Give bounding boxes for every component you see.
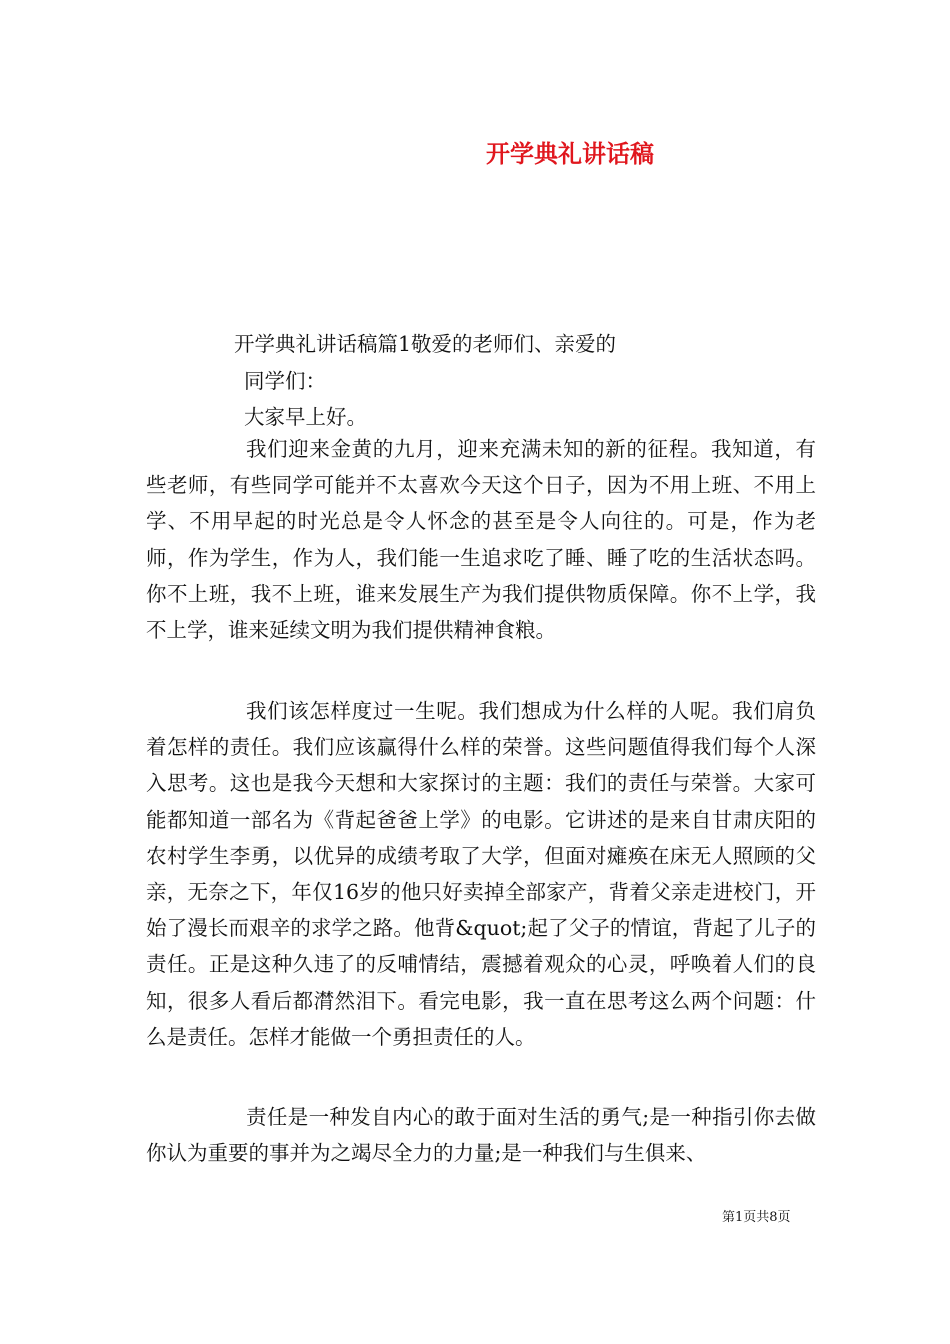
intro-line: 开学典礼讲话稿篇1敬爱的老师们、亲爱的 (234, 332, 617, 356)
greeting: 大家早上好。 (244, 405, 367, 429)
paragraph-2-block (146, 693, 816, 1055)
salutation: 同学们： (244, 369, 326, 393)
paragraph-1: 我们迎来金黄的九月，迎来充满未知的新的征程。我知道，有些老师，有些同学可能并不太喜欢今天这个日子，因为不用上班、不用上学、不用早起的时光总是令人怀念的甚至是令人向往的。可是，作为老师，作为学生，作为人，我们能一生追求吃了睡、睡了吃的生活状态吗。你不上班，我不上班，谁来发展生产为我们提供物质保障。你不上学，我不上学，谁来延续文明为我们提供精神食粮。 (146, 437, 816, 643)
paragraph-3-block (146, 1099, 816, 1171)
paragraph-2: 我们该怎样度过一生呢。我们想成为什么样的人呢。我们肩负着怎样的责任。我们应该赢得什么样的荣誉。这些问题值得我们每个人深入思考。这也是我今天想和大家探讨的主题：我们的责任与荣誉。大家可能都知道一部名为《背起爸爸上学》的电影。它讲述的是来自甘肃庆阳的农村学生李勇，以优异的成绩考取了大学，但面对瘫痪在床无人照顾的父亲，无奈之下，年仅16岁的他只好卖掉全部家产，背着父亲走进校门，开始了漫长而艰辛的求学之路。他背&quot;起了父子的情谊，背起了儿子的责任。正是这种久违了的反哺情结，震撼着观众的心灵，呼唤着人们的良知，很多人看后都潸然泪下。看完电影，我一直在思考这么两个问题：什么是责任。怎样才能做一个勇担责任的人。 (146, 699, 816, 1049)
paragraph-1-block (146, 431, 816, 648)
paragraph-3: 责任是一种发自内心的敢于面对生活的勇气;是一种指引你去做你认为重要的事并为之竭尽全力的力量;是一种我们与生俱来、 (146, 1105, 816, 1166)
document-title: 开学典礼讲话稿 (486, 140, 654, 168)
page-number: 第1页共8页 (722, 1210, 791, 1225)
